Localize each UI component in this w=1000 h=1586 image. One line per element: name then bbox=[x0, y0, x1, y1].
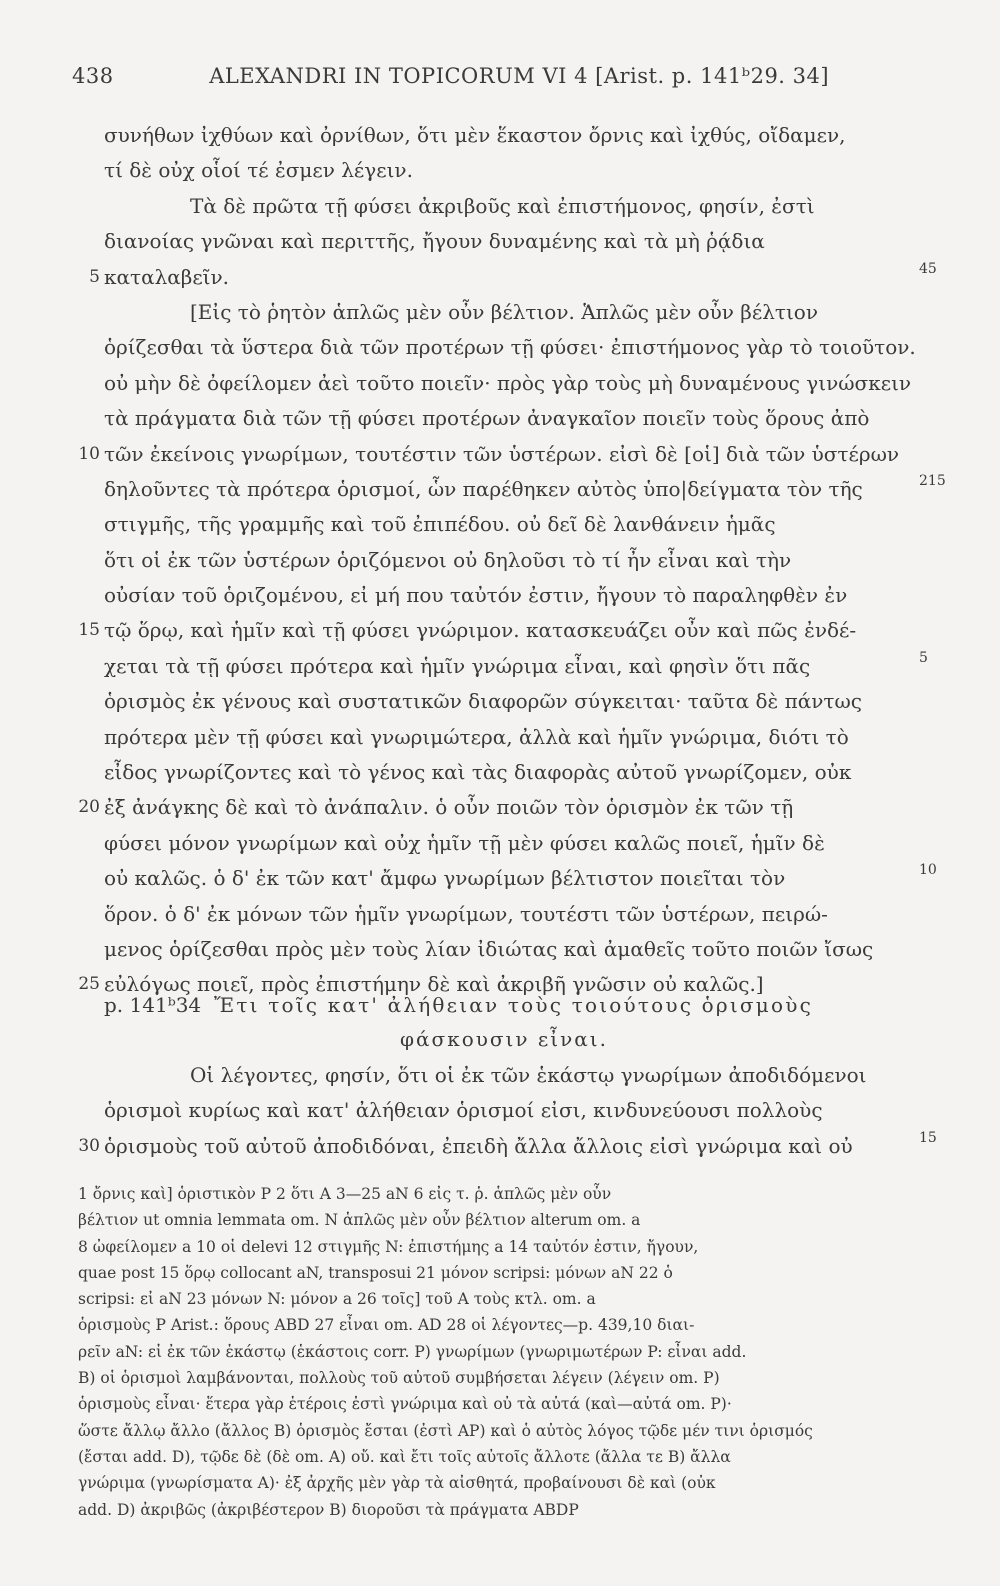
line-text: [Εἰς τὸ ῥητὸν ἁπλῶς μὲν οὖν βέλτιον. Ἁπλῶς μὲν οὖν βέλτιον bbox=[190, 299, 818, 324]
line-text: ὁρισμὸς ἐκ γένους καὶ συστατικῶν διαφορῶν σύγκειται· ταῦτα δὲ πάντως bbox=[104, 689, 862, 714]
line-text: εὐλόγως ποιεῖ, πρὸς ἐπιστήμην δὲ καὶ ἀκριβῆ γνῶσιν οὐ καλῶς.] bbox=[104, 972, 764, 997]
apparatus-line: ὥστε ἄλλῳ ἄλλο (ἄλλος B) ὁρισμὸς ἔσται (ἐστὶ AP) καὶ ὁ αὐτὸς λόγος τῷδε μέν τινι ὁρισμός bbox=[78, 1421, 813, 1440]
running-header bbox=[72, 64, 932, 88]
line-text: ὁρισμοὺς τοῦ αὐτοῦ ἀποδιδόναι, ἐπειδὴ ἄλλα ἄλλοις εἰσὶ γνώριμα καὶ οὐ bbox=[104, 1133, 853, 1158]
line-text: στιγμῆς, τῆς γραμμῆς καὶ τοῦ ἐπιπέδου. οὐ δεῖ δὲ λανθάνειν ἡμᾶς bbox=[104, 512, 776, 537]
apparatus-line: scripsi: εἰ aN 23 μόνων N: μόνον a 26 τοῖς] τοῦ A τοὺς κτλ. om. a bbox=[78, 1290, 596, 1309]
text-line bbox=[78, 437, 904, 472]
lemma bbox=[104, 988, 904, 1056]
text-line bbox=[104, 189, 904, 224]
line-text: συνήθων ἰχθύων καὶ ὀρνίθων, ὅτι μὲν ἕκαστον ὄρνις καὶ ἰχθύς, οἴδαμεν, bbox=[104, 123, 846, 147]
commentary-text-top bbox=[78, 118, 946, 1003]
line-number: 25 bbox=[78, 974, 100, 995]
apparatus-line: ὁρισμοὺς εἶναι· ἕτερα γὰρ ἑτέροις ἐστὶ γνώριμα καὶ οὐ τὰ αὐτά (καὶ—αὐτά om. P)· bbox=[78, 1395, 732, 1414]
line-text: εἶδος γνωρίζοντες καὶ τὸ γένος καὶ τὰς διαφορὰς αὐτοῦ γνωρίζομεν, οὐκ bbox=[104, 760, 852, 785]
text-line bbox=[104, 153, 904, 188]
text-line bbox=[104, 720, 904, 755]
text-line bbox=[104, 295, 904, 330]
line-text: οὐ καλῶς. ὁ δ' ἐκ τῶν κατ' ἄμφω γνωρίμων βέλτιστον ποιεῖται τὸν bbox=[104, 866, 786, 891]
line-text: οὐ μὴν δὲ ὀφείλομεν ἀεὶ τοῦτο ποιεῖν· πρὸς γὰρ τοὺς μὴ δυναμένους γινώσκειν bbox=[104, 370, 912, 395]
text-line bbox=[104, 507, 904, 542]
line-text: χεται τὰ τῇ φύσει πρότερα καὶ ἡμῖν γνώριμα εἶναι, καὶ φησὶν ὅτι πᾶς bbox=[104, 653, 811, 678]
text-line bbox=[104, 1058, 904, 1093]
lemma-line-2: φάσκουσιν εἶναι. bbox=[400, 1027, 608, 1051]
line-text: φύσει μόνον γνωρίμων καὶ οὐχ ἡμῖν τῇ μὲν φύσει καλῶς ποιεῖ, ἡμῖν δὲ bbox=[104, 830, 825, 855]
text-line bbox=[89, 260, 937, 295]
text-line bbox=[104, 330, 916, 365]
text-line bbox=[104, 472, 946, 507]
line-text: δηλοῦντες τὰ πρότερα ὁρισμοί, ὧν παρέθηκεν αὐτὸς ὑπο|δείγματα τὸν τῆς bbox=[104, 476, 863, 501]
text-line bbox=[78, 790, 904, 825]
line-number: 5 bbox=[89, 266, 100, 287]
running-title: ALEXANDRI IN TOPICORUM VI 4 [Arist. p. 141ᵇ29. 34] bbox=[209, 64, 830, 88]
margin-reference: 15 bbox=[919, 1129, 937, 1146]
critical-apparatus bbox=[78, 1181, 918, 1523]
margin-reference: 10 bbox=[919, 862, 937, 879]
apparatus-line: ρεῖν aN: εἰ ἐκ τῶν ἑκάστῳ (ἑκάστοις corr. P) γνωρίμων (γνωριμωτέρων P: εἶναι add. bbox=[78, 1342, 747, 1361]
line-number: 15 bbox=[78, 620, 100, 641]
lemma-reference: p. 141ᵇ34 bbox=[104, 993, 202, 1017]
line-text: πρότερα μὲν τῇ φύσει καὶ γνωριμώτερα, ἀλλὰ καὶ ἡμῖν γνώριμα, διότι τὸ bbox=[104, 724, 849, 749]
text-line bbox=[104, 224, 904, 259]
line-number: 20 bbox=[78, 797, 100, 818]
text-line bbox=[104, 897, 904, 932]
line-text: τῷ ὅρῳ, καὶ ἡμῖν καὶ τῇ φύσει γνώριμον. κατασκευάζει οὖν καὶ πῶς ἐνδέ- bbox=[104, 618, 857, 643]
text-line bbox=[104, 932, 904, 967]
apparatus-line: ὁρισμοὺς P Arist.: ὅρους ABD 27 εἶναι om. AD 28 οἱ λέγοντες—p. 439,10 διαι- bbox=[78, 1316, 695, 1335]
text-line bbox=[104, 826, 904, 861]
line-text: ὁρίζεσθαι τὰ ὕστερα διὰ τῶν προτέρων τῇ φύσει· ἐπιστήμονος γὰρ τὸ τοιοῦτον. bbox=[104, 335, 916, 360]
lemma-line-1: Ἔτι τοῖς κατ' ἀλήθειαν τοὺς τοιούτους ὁρισμοὺς bbox=[214, 993, 813, 1017]
line-text: Οἱ λέγοντες, φησίν, ὅτι οἱ ἐκ τῶν ἑκάστῳ γνωρίμων ἀποδιδόμενοι bbox=[190, 1063, 867, 1087]
text-line bbox=[78, 1129, 937, 1164]
line-text: ὅρον. ὁ δ' ἐκ μόνων τῶν ἡμῖν γνωρίμων, τουτέστι τῶν ὑστέρων, πειρώ- bbox=[104, 901, 828, 926]
margin-reference: 215 bbox=[919, 472, 946, 489]
apparatus-line: add. D) ἀκριβῶς (ἀκριβέστερον B) διοροῦσι τὰ πράγματα ABDP bbox=[78, 1500, 579, 1519]
text-line bbox=[104, 861, 937, 896]
text-line bbox=[104, 755, 904, 790]
margin-reference: 5 bbox=[919, 649, 928, 666]
text-line bbox=[104, 649, 928, 684]
line-text: Τὰ δὲ πρῶτα τῇ φύσει ἀκριβοῦς καὶ ἐπιστήμονος, φησίν, ἐστὶ bbox=[190, 193, 815, 218]
line-text: ὁρισμοὶ κυρίως καὶ κατ' ἀλήθειαν ὁρισμοί εἰσι, κινδυνεύουσι πολλοὺς bbox=[104, 1098, 823, 1123]
apparatus-line: B) οἱ ὁρισμοὶ λαμβάνονται, πολλοὺς τοῦ αὐτοῦ συμβήσεται λέγειν (λέγειν om. P) bbox=[78, 1369, 720, 1388]
line-text: τῶν ἐκείνοις γνωρίμων, τουτέστιν τῶν ὑστέρων. εἰσὶ δὲ [οἱ] διὰ τῶν ὑστέρων bbox=[104, 441, 900, 466]
apparatus-line: 8 ὠφείλομεν a 10 οἱ delevi 12 στιγμῆς N: ἐπιστήμης a 14 ταὐτόν ἐστιν, ἤγουν, bbox=[78, 1237, 699, 1256]
apparatus-line: quae post 15 ὅρῳ collocant aN, transposui 21 μόνον scripsi: μόνων aN 22 ὁ bbox=[78, 1263, 673, 1282]
line-text: οὐσίαν τοῦ ὁριζομένου, εἰ μή που ταὐτόν ἐστιν, ἤγουν τὸ παραληφθὲν ἐν bbox=[104, 583, 848, 608]
line-text: τί δὲ οὐχ οἷοί τέ ἐσμεν λέγειν. bbox=[104, 158, 413, 183]
text-line bbox=[104, 578, 904, 613]
line-text: τὰ πράγματα διὰ τῶν τῇ φύσει προτέρων ἀναγκαῖον ποιεῖν τοὺς ὅρους ἀπὸ bbox=[104, 406, 870, 431]
line-text: διανοίας γνῶναι καὶ περιττῆς, ἤγουν δυναμένης καὶ τὰ μὴ ῥᾴδια bbox=[104, 229, 765, 254]
text-line bbox=[104, 1093, 904, 1128]
line-number: 30 bbox=[78, 1135, 100, 1156]
line-text: μενος ὁρίζεσθαι πρὸς μὲν τοὺς λίαν ἰδιώτας καὶ ἀμαθεῖς τοῦτο ποιῶν ἴσως bbox=[104, 936, 874, 961]
commentary-text-bottom bbox=[78, 1058, 937, 1164]
apparatus-line: βέλτιον ut omnia lemmata om. N ἁπλῶς μὲν οὖν βέλτιον alterum om. a bbox=[78, 1211, 641, 1230]
text-line bbox=[104, 401, 904, 436]
line-number: 10 bbox=[78, 443, 100, 464]
page-number: 438 bbox=[72, 64, 114, 88]
apparatus-line: (ἔσται add. D), τῷδε δὲ (δὲ om. A) οὔ. καὶ ἔτι τοῖς αὐτοῖς ἄλλοτε (ἄλλα τε B) ἄλλα bbox=[78, 1447, 731, 1466]
text-line bbox=[104, 118, 904, 153]
line-text: καταλαβεῖν. bbox=[104, 264, 230, 289]
line-text: ὅτι οἱ ἐκ τῶν ὑστέρων ὁριζόμενοι οὐ δηλοῦσι τὸ τί ἦν εἶναι καὶ τὴν bbox=[104, 547, 792, 572]
text-line bbox=[104, 366, 912, 401]
apparatus-line: 1 ὄρνις καὶ] ὁριστικὸν P 2 ὅτι A 3—25 aN 6 εἰς τ. ῥ. ἁπλῶς μὲν οὖν bbox=[78, 1185, 612, 1203]
text-line bbox=[78, 613, 904, 648]
apparatus-line: γνώριμα (γνωρίσματα A)· ἐξ ἀρχῆς μὲν γὰρ τὰ αἰσθητά, προβαίνουσι δὲ καὶ (οὐκ bbox=[78, 1474, 716, 1493]
line-text: ἐξ ἀνάγκης δὲ καὶ τὸ ἀνάπαλιν. ὁ οὖν ποιῶν τὸν ὁρισμὸν ἐκ τῶν τῇ bbox=[104, 795, 794, 820]
text-line bbox=[104, 684, 904, 719]
text-line bbox=[104, 543, 904, 578]
margin-reference: 45 bbox=[919, 260, 937, 277]
